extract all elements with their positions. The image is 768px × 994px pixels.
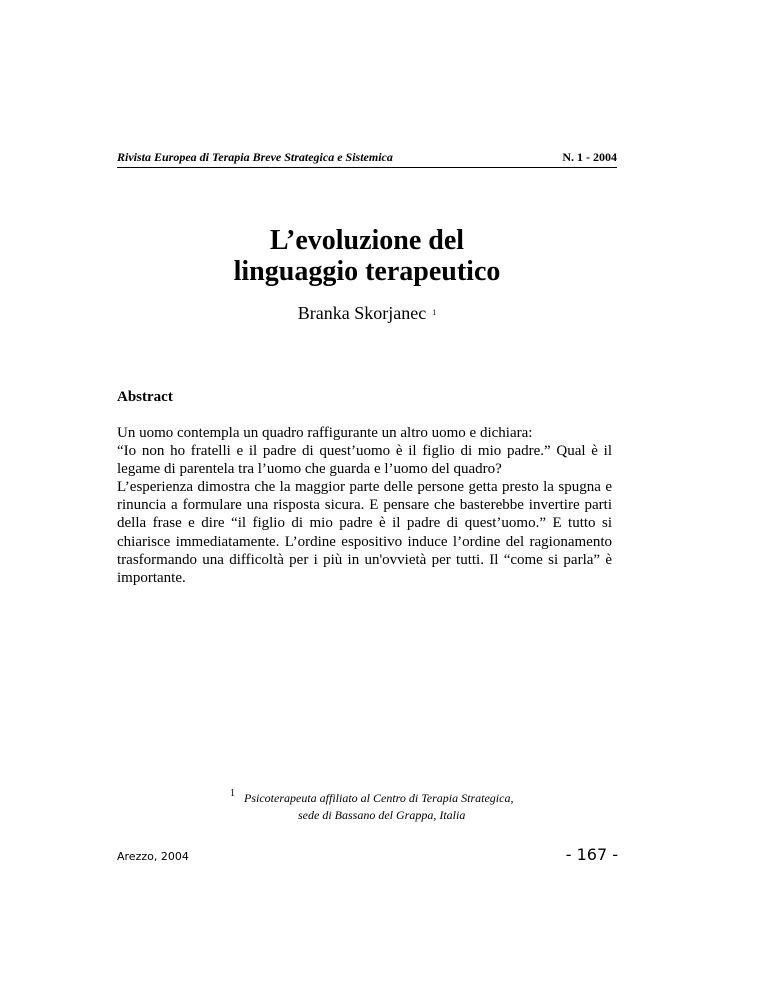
author-footnote-mark: 1 bbox=[432, 308, 437, 317]
page-number: - 167 - bbox=[565, 845, 618, 864]
abstract-paragraph-2: “Io non ho fratelli e il padre di quest’uomo è il figlio di mio padre.” Qual è il legame di parentela tra l’uomo che guarda e l’uomo del quadro? bbox=[117, 443, 612, 478]
abstract-paragraph-3: L’esperienza dimostra che la maggior parte delle persone getta presto la spugna e rinuncia a formulare una risposta sicura. E pensare che basterebbe invertire parti della frase e dire “il figlio di mio padre è il padre di quest’uomo.” E tutto si chiarisce immediatamente. L’ordine espositivo induce l’ordine del ragionamento trasformando una difficoltà per i più in un'ovvietà per tutti. Il “come si parla” è importante. bbox=[117, 479, 612, 586]
author-name: Branka Skorjanec bbox=[297, 303, 427, 323]
author-line bbox=[117, 303, 617, 324]
journal-name: Rivista Europea di Terapia Breve Strategica e Sistemica bbox=[117, 150, 393, 164]
footnote-line-1: Psicoterapeuta affiliato al Centro di Terapia Strategica, bbox=[244, 791, 514, 805]
abstract-paragraph-1: Un uomo contempla un quadro raffigurante un altro uomo e dichiara: bbox=[117, 425, 533, 441]
footnote-mark: 1 bbox=[230, 788, 235, 799]
abstract-heading: Abstract bbox=[117, 389, 173, 405]
title-line-1: L’evoluzione del bbox=[269, 225, 465, 256]
abstract-body bbox=[117, 424, 612, 587]
running-header bbox=[117, 150, 617, 168]
footnote-line-2: sede di Bassano del Grappa, Italia bbox=[298, 808, 466, 822]
article-title bbox=[117, 225, 617, 287]
footer-place-date: Arezzo, 2004 bbox=[117, 850, 189, 863]
issue-number: N. 1 - 2004 bbox=[562, 150, 617, 164]
title-line-2: linguaggio terapeutico bbox=[233, 256, 501, 287]
